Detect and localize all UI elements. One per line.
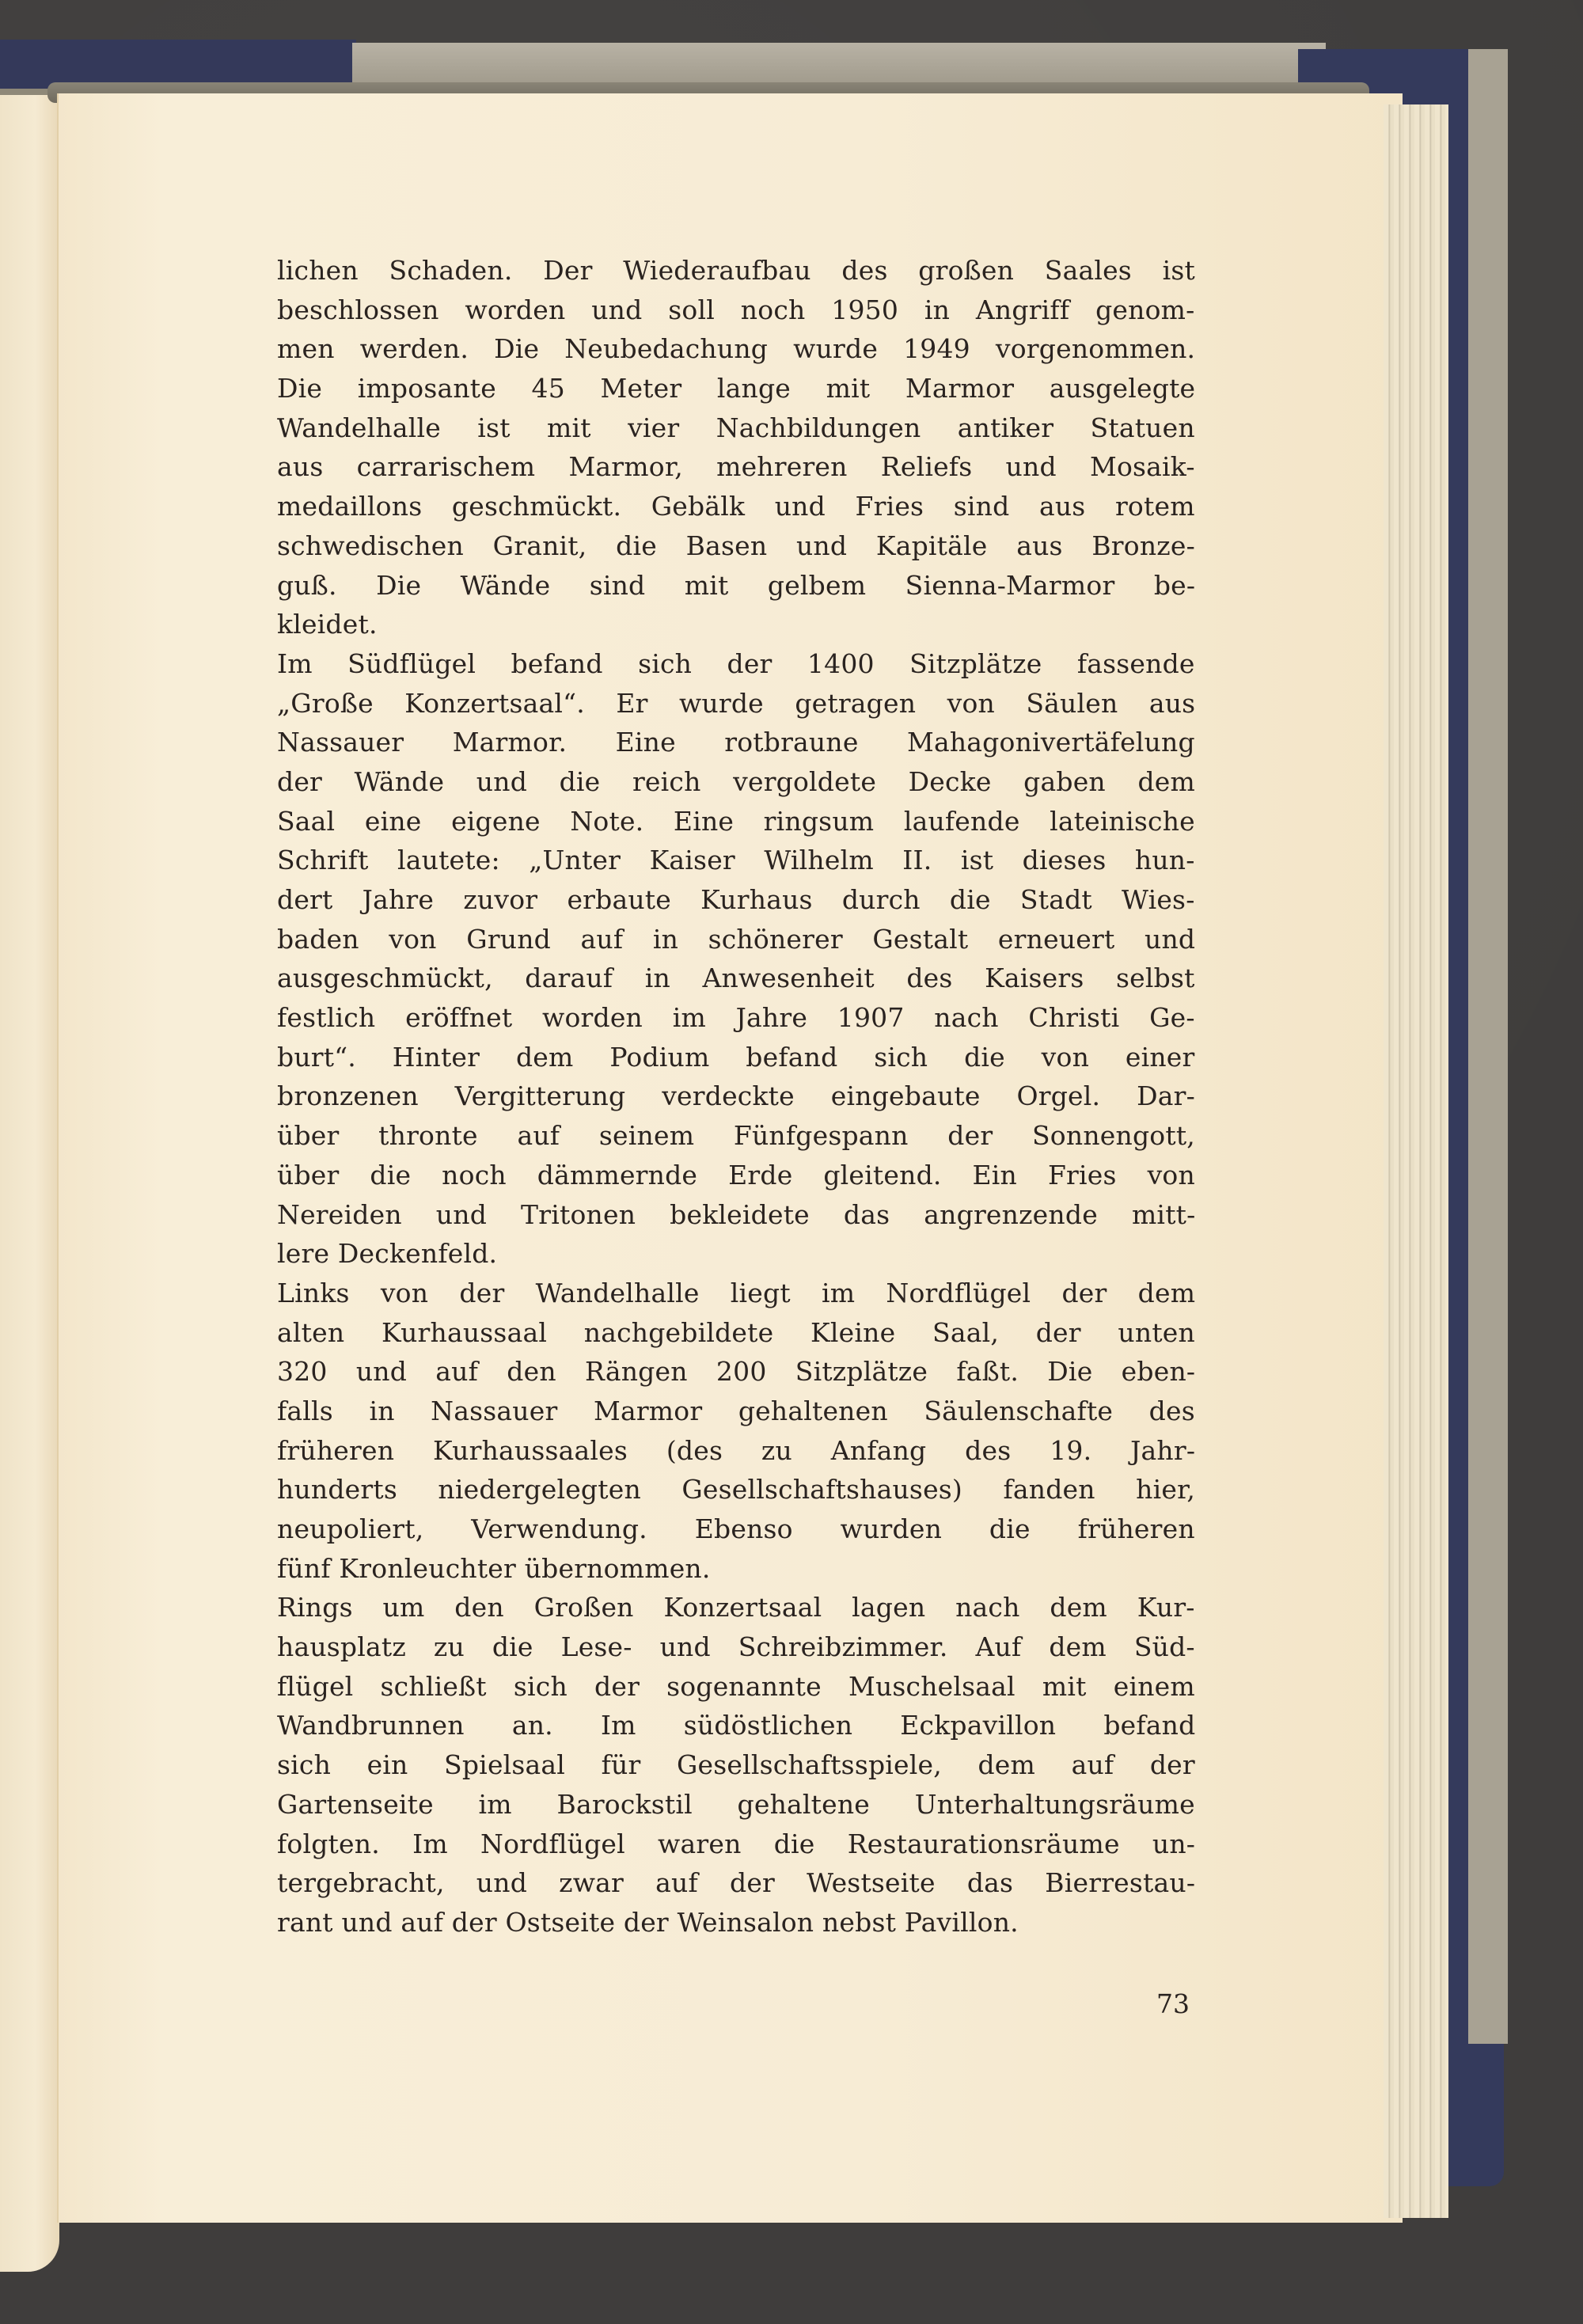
text-line: Nereiden und Tritonen bekleidete das angrenzende mitt-	[277, 1198, 1196, 1230]
text-line: der Wände und die reich vergoldete Decke gaben dem	[277, 765, 1195, 797]
text-line: fünf Kronleuchter übernommen.	[277, 1552, 711, 1584]
text-line: 320 und auf den Rängen 200 Sitzplätze faßt. Die eben-	[277, 1356, 1196, 1388]
text-line: Im Südflügel befand sich der 1400 Sitzplätze fassende	[277, 647, 1195, 679]
text-line: früheren Kurhaussaales (des zu Anfang des 19. Jahr-	[277, 1434, 1196, 1466]
text-line: dert Jahre zuvor erbaute Kurhaus durch die Stadt Wies-	[277, 884, 1195, 915]
text-line: Gartenseite im Barockstil gehaltene Unterhaltungsräume	[277, 1788, 1195, 1820]
text-line: Schrift lautete: „Unter Kaiser Wilhelm II. ist dieses hun-	[277, 845, 1195, 876]
text-line: beschlossen worden und soll noch 1950 in Angriff genom-	[277, 294, 1195, 325]
text-line: Nassauer Marmor. Eine rotbraune Mahagonivertäfelung	[277, 727, 1195, 758]
page-number: 73	[1156, 1988, 1190, 2019]
paragraph	[277, 644, 1195, 1274]
paragraph	[277, 1274, 1195, 1589]
text-line: festlich eröffnet worden im Jahre 1907 nach Christi Ge-	[277, 1002, 1195, 1034]
text-line: über die noch dämmernde Erde gleitend. Ein Fries von	[277, 1159, 1195, 1190]
text-line: Links von der Wandelhalle liegt im Nordflügel der dem	[277, 1277, 1196, 1308]
text-line: neupoliert, Verwendung. Ebenso wurden die früheren	[277, 1513, 1195, 1544]
text-line: lere Deckenfeld.	[277, 1238, 498, 1270]
text-line: Die imposante 45 Meter lange mit Marmor ausgelegte	[277, 373, 1196, 404]
text-line: kleidet.	[277, 609, 378, 640]
left-page-sliver	[0, 95, 59, 2272]
text-line: lichen Schaden. Der Wiederaufbau des großen Saales ist	[277, 255, 1195, 286]
text-line: bronzenen Vergitterung verdeckte eingebaute Orgel. Dar-	[277, 1080, 1195, 1112]
text-line: hunderts niedergelegten Gesellschaftshauses) fanden hier,	[277, 1474, 1196, 1506]
text-line: „Große Konzertsaal“. Er wurde getragen von Säulen aus	[277, 687, 1196, 719]
text-line: hausplatz zu die Lese- und Schreibzimmer. Auf dem Süd-	[277, 1631, 1195, 1663]
text-line: men werden. Die Neubedachung wurde 1949 vorgenommen.	[277, 333, 1196, 365]
text-line: über thronte auf seinem Fünfgespann der Sonnengott,	[277, 1120, 1195, 1152]
text-line: Wandbrunnen an. Im südöstlichen Eckpavillon befand	[277, 1710, 1196, 1741]
text-line: folgten. Im Nordflügel waren die Restaurationsräume un-	[277, 1828, 1196, 1859]
text-line: burt“. Hinter dem Podium befand sich die von einer	[277, 1041, 1195, 1073]
text-line: Saal eine eigene Note. Eine ringsum laufende lateinische	[277, 805, 1195, 837]
text-line: Rings um den Großen Konzertsaal lagen nach dem Kur-	[277, 1592, 1195, 1623]
text-line: guß. Die Wände sind mit gelbem Sienna-Marmor be-	[277, 569, 1196, 601]
text-line: tergebracht, und zwar auf der Westseite das Bierrestau-	[277, 1867, 1196, 1899]
text-line: aus carrarischem Marmor, mehreren Reliefs und Mosaik-	[277, 451, 1195, 483]
cover-board-edge	[1468, 49, 1508, 2044]
text-line: falls in Nassauer Marmor gehaltenen Säulenschafte des	[277, 1395, 1195, 1426]
text-line: Wandelhalle ist mit vier Nachbildungen antiker Statuen	[277, 412, 1195, 443]
text-line: ausgeschmückt, darauf in Anwesenheit des Kaisers selbst	[277, 963, 1195, 994]
page-fore-edge	[1384, 104, 1448, 2218]
text-line: medaillons geschmückt. Gebälk und Fries sind aus rotem	[277, 491, 1195, 522]
text-line: baden von Grund auf in schönerer Gestalt erneuert und	[277, 923, 1196, 955]
text-line: alten Kurhaussaal nachgebildete Kleine Saal, der unten	[277, 1316, 1195, 1348]
paragraph	[277, 1588, 1195, 1942]
text-line: rant und auf der Ostseite der Weinsalon nebst Pavillon.	[277, 1906, 1019, 1938]
body-text	[277, 251, 1195, 1942]
text-line: schwedischen Granit, die Basen und Kapitäle aus Bronze-	[277, 530, 1195, 561]
text-line: sich ein Spielsaal für Gesellschaftsspiele, dem auf der	[277, 1749, 1195, 1781]
text-line: flügel schließt sich der sogenannte Muschelsaal mit einem	[277, 1670, 1195, 1702]
paragraph	[277, 251, 1195, 644]
